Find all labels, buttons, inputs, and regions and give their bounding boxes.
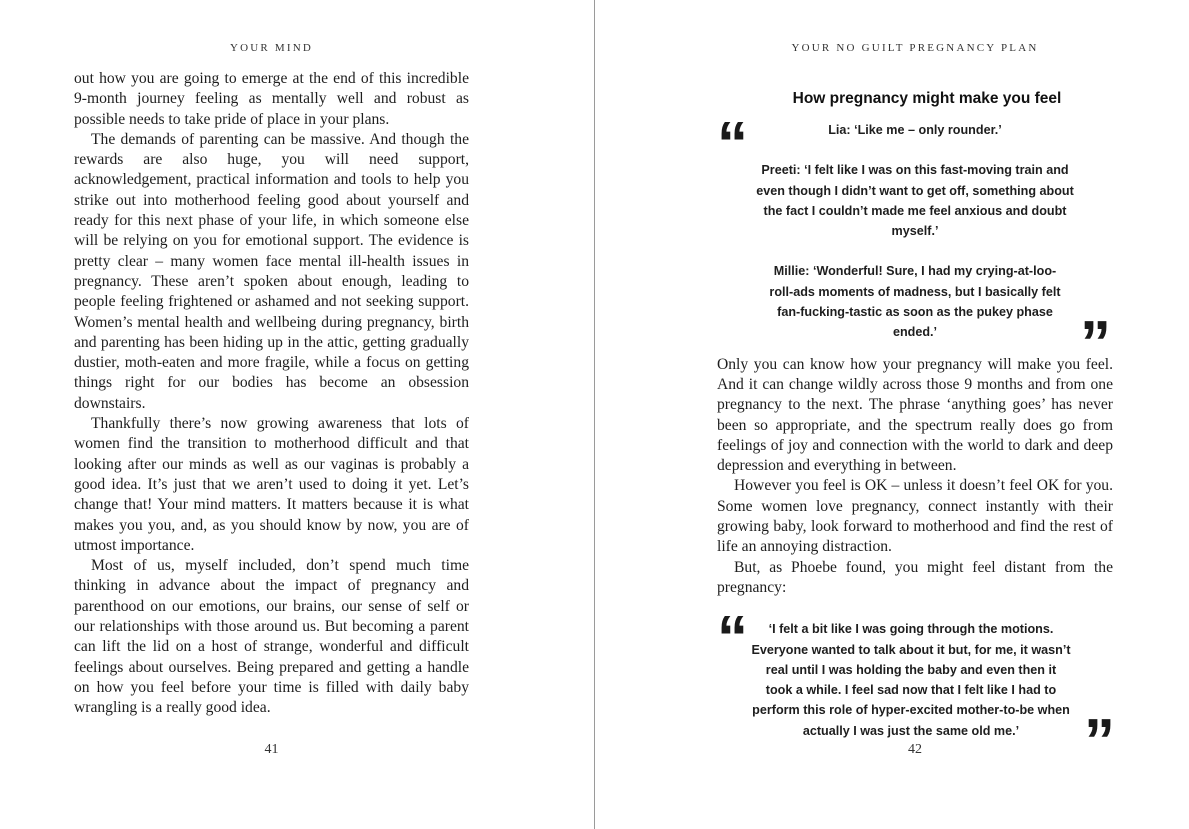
quote-millie: Millie: ‘Wonderful! Sure, I had my crying-at-loo-roll-ads moments of madness, but I basically felt fan-fucking-tastic as soon as the pukey phase ended.’ — [769, 264, 1061, 340]
quote-preeti: Preeti: ‘I felt like I was on this fast-moving train and even though I didn’t want to get off, something about the fact I couldn’t made me feel anxious and doubt myself.’ — [756, 163, 1074, 239]
paragraph: Most of us, myself included, don’t spend much time thinking in advance about the impact of pregnancy and parenthood on our emotions, our brains, our sense of self or our relationships with those around us. But becoming a parent can lift the lid on a host of strange, wonderful and difficult feelings about ourselves. Being prepared and getting a handle on how you feel before your time is filled with daily baby wrangling is a really good idea. — [74, 557, 469, 717]
close-quote-icon: ” — [1084, 707, 1115, 777]
running-head-right: YOUR NO GUILT PREGNANCY PLAN — [791, 42, 1039, 54]
pull-quote-block — [717, 110, 1113, 378]
right-body-text — [717, 355, 1113, 599]
paragraph: Only you can know how your pregnancy will make you feel. And it can change wildly across those 9 months and from one pregnancy to the next. The phrase ‘anything goes’ has never been so appropriate, and the spectrum really does go from feelings of joy and connection with the world to dark and deep depression and everything in between. — [717, 355, 1113, 475]
page-number-left: 41 — [264, 742, 279, 757]
paragraph: Thankfully there’s now growing awareness that lots of women find the transition to motherhood difficult and that looking after our minds as well as our vaginas is probably a good idea. It’s just that we aren’t used to doing it yet. Let’s change that! Your mind matters. It matters because it is what makes you you, and, as you should know by now, you are of utmost importance. — [74, 415, 469, 554]
left-page — [0, 0, 594, 829]
open-quote-icon: “ — [717, 110, 748, 179]
running-head-left: YOUR MIND — [229, 42, 314, 54]
paragraph: But, as Phoebe found, you might feel distant from the pregnancy: — [717, 558, 1113, 596]
section-heading: How pregnancy might make you feel — [792, 90, 1062, 107]
right-page — [595, 0, 1189, 829]
page-number-right: 42 — [908, 742, 922, 757]
quote-phoebe: ‘I felt a bit like I was going through the motions. Everyone wanted to talk about it but, for me, it wasn’t real until I was holding the baby and even then it took a while. I feel sad now that I felt like I had to perform this role of hyper-excited mother-to-be when actually I was just the same old me.’ — [751, 622, 1071, 738]
open-quote-icon: “ — [717, 604, 748, 674]
quote-lia: Lia: ‘Like me – only rounder.’ — [828, 123, 1002, 137]
close-quote-icon: ” — [1080, 308, 1111, 378]
paragraph: out how you are going to emerge at the end of this incredible 9-month journey feeling as mentally well and robust as possible needs to take pride of place in your plans. — [74, 70, 469, 128]
left-body-text — [74, 69, 469, 719]
paragraph: However you feel is OK – unless it doesn’t feel OK for you. Some women love pregnancy, connect instantly with their growing baby, look forward to motherhood and find the rest of life an annoying distraction. — [717, 477, 1113, 556]
paragraph: The demands of parenting can be massive. And though the rewards are also huge, you will need support, acknowledgement, practical information and tools to help you strike out into motherhood feeling good about yourself and ready for this next phase of your life, in which someone else will be relying on you for emotional support. The evidence is pretty clear – many women face mental ill-health issues in pregnancy. These aren’t spoken about enough, leading to people feeling frightened or ashamed and not seeking support. Women’s mental health and wellbeing during pregnancy, birth and parenting has been hiding up in the attic, getting gradually dustier, moth-eaten and more fragile, while a focus on getting things right for our bodies has become an obsession downstairs. — [74, 130, 469, 412]
